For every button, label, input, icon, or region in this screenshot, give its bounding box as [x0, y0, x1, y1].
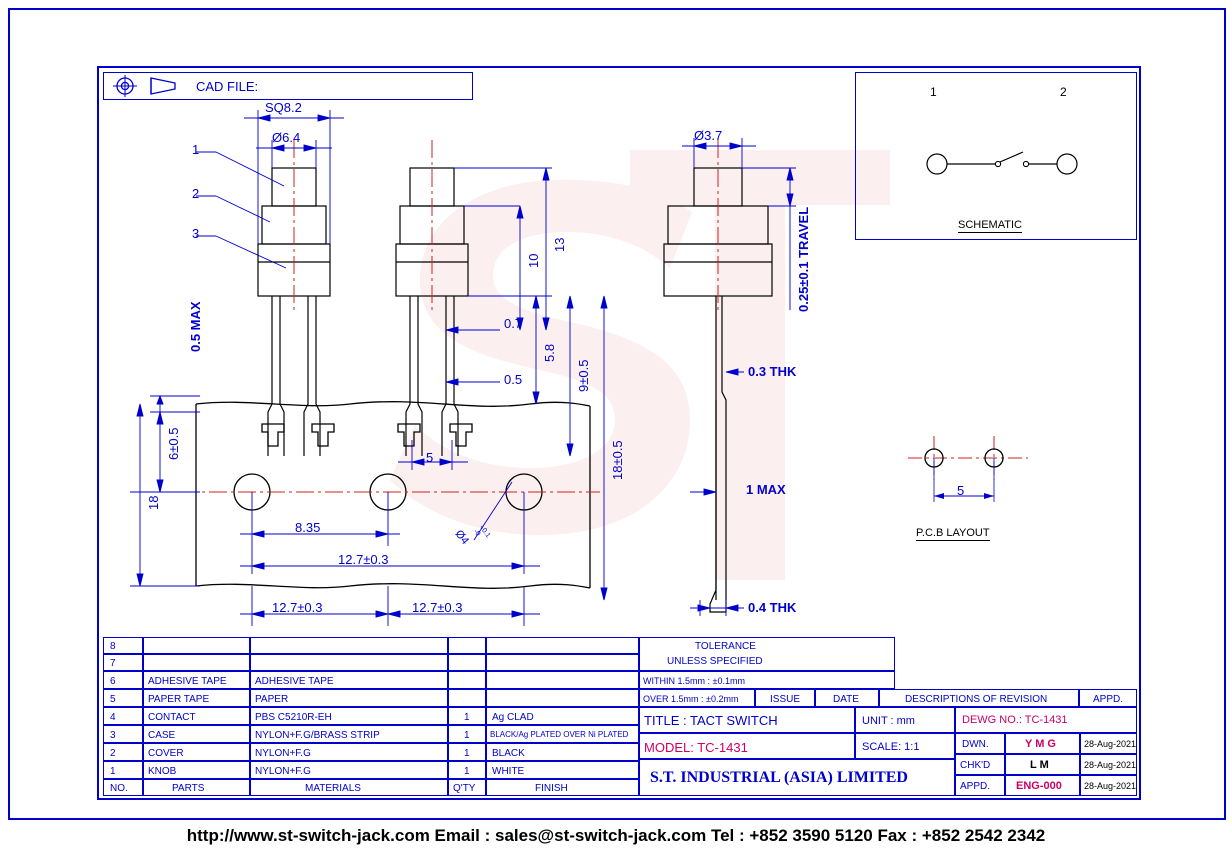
dim-6: 6±0.5	[166, 427, 181, 460]
drawing-title: TITLE : TACT SWITCH	[644, 713, 778, 728]
bom-header-no: NO.	[110, 783, 128, 794]
chkd-value: L M	[1030, 759, 1049, 771]
balloon-1: 1	[192, 142, 200, 157]
bom-row-2-no: 2	[110, 748, 116, 759]
bom-row-1-materials: NYLON+F.G	[255, 766, 311, 777]
bom-row-3-qty: 1	[464, 730, 470, 741]
appd-label: APPD.	[960, 781, 991, 792]
dim-travel: 0.25±0.1 TRAVEL	[796, 206, 811, 312]
bom-row-4-no: 4	[110, 712, 116, 723]
unit-value: UNIT : mm	[862, 715, 915, 727]
dim-0-5: 0.5	[504, 372, 523, 387]
revision-issue-header: ISSUE	[770, 694, 801, 705]
bom-row-6-no: 6	[110, 676, 116, 687]
dwn-date: 28-Aug-2021	[1084, 739, 1137, 749]
bom-row-5-materials: PAPER	[255, 694, 289, 705]
bom-row-3-no: 3	[110, 730, 116, 741]
bom-row-1-finish: WHITE	[492, 766, 525, 777]
chkd-label: CHK'D	[960, 760, 991, 771]
tolerance-subtitle: UNLESS SPECIFIED	[667, 656, 763, 667]
dim-0-7: 0.7	[504, 316, 523, 331]
company-name: S.T. INDUSTRIAL (ASIA) LIMITED	[650, 769, 908, 786]
revision-date-header: DATE	[833, 694, 859, 705]
dim-9: 9±0.5	[576, 359, 591, 392]
bom-row-3-finish: BLACK/Ag PLATED OVER Ni PLATED	[490, 730, 629, 739]
chkd-date: 28-Aug-2021	[1084, 760, 1137, 770]
dim-12-7-right: 12.7±0.3	[412, 600, 463, 615]
bom-row-5-parts: PAPER TAPE	[148, 694, 210, 705]
bom-row-1-qty: 1	[464, 766, 470, 777]
bom-header-finish: FINISH	[535, 783, 568, 794]
bom-row-4-parts: CONTACT	[148, 712, 196, 723]
balloon-3: 3	[192, 226, 200, 241]
dim-side-dia: Ø3.7	[694, 128, 723, 143]
scale-value: SCALE: 1:1	[862, 741, 920, 753]
bom-row-1-no: 1	[110, 766, 116, 777]
dim-5-8: 5.8	[542, 343, 557, 362]
dim-10: 10	[526, 253, 541, 268]
bom-row-4-qty: 1	[464, 712, 470, 723]
bom-row-6-materials: ADHESIVE TAPE	[255, 676, 334, 687]
dim-knob-dia: Ø6.4	[272, 130, 301, 145]
dim-12-7-mid: 12.7±0.3	[338, 552, 389, 567]
pcb-pitch-dim: 5	[957, 483, 965, 498]
bom-row-2-qty: 1	[464, 748, 470, 759]
tolerance-title: TOLERANCE	[695, 641, 756, 652]
tolerance-within: WITHIN 1.5mm : ±0.1mm	[643, 676, 745, 686]
appd-value: ENG-000	[1016, 780, 1062, 792]
bom-row-4-materials: PBS C5210R-EH	[255, 712, 332, 723]
footer-contact: http://www.st-switch-jack.com Email : sales@st-switch-jack.com Tel : +852 3590 5120 Fax : +852 2542 2342	[186, 826, 1046, 845]
dwn-label: DWN.	[962, 739, 989, 750]
dim-hole-dia: Ø4	[452, 528, 472, 547]
bom-row-3-parts: CASE	[148, 730, 176, 741]
schematic-label: SCHEMATIC	[958, 219, 1022, 231]
model-number: MODEL: TC-1431	[644, 740, 748, 755]
dim-0-3-thk: 0.3 THK	[748, 364, 797, 379]
dewg-no: DEWG NO.: TC-1431	[962, 714, 1068, 726]
bom-row-6-parts: ADHESIVE TAPE	[148, 676, 227, 687]
schematic-pin1-label: 1	[930, 85, 937, 99]
bom-row-7-no: 7	[110, 658, 116, 669]
dim-hole-tolerance: +0.1 -0	[471, 524, 492, 540]
bom-header-materials: MATERIALS	[305, 783, 361, 794]
bom-row-4-finish: Ag CLAD	[492, 712, 534, 723]
bom-row-2-materials: NYLON+F.G	[255, 748, 311, 759]
bom-row-8-no: 8	[110, 641, 116, 652]
pcb-layout-label: P.C.B LAYOUT	[916, 527, 990, 539]
bom-row-2-finish: BLACK	[492, 748, 525, 759]
schematic-pin2-label: 2	[1060, 85, 1067, 99]
revision-appd-header: APPD.	[1093, 694, 1124, 705]
balloon-2: 2	[192, 186, 200, 201]
dim-13: 13	[552, 237, 567, 252]
bom-header-qty: Q'TY	[453, 783, 476, 794]
dim-0-5-max: 0.5 MAX	[188, 301, 203, 352]
bom-row-5-no: 5	[110, 694, 116, 705]
bom-header-parts: PARTS	[172, 783, 205, 794]
tolerance-over: OVER 1.5mm : ±0.2mm	[643, 694, 739, 704]
dwn-value: Y M G	[1025, 738, 1056, 750]
bom-row-1-parts: KNOB	[148, 766, 177, 777]
dim-12-7-left: 12.7±0.3	[272, 600, 323, 615]
dim-pitch-5: 5	[426, 450, 434, 465]
bom-row-3-materials: NYLON+F.G/BRASS STRIP	[255, 730, 380, 741]
dim-0-4-thk: 0.4 THK	[748, 600, 797, 615]
dim-18-tol: 18±0.5	[610, 440, 625, 480]
dim-1-max: 1 MAX	[746, 482, 786, 497]
dim-sq82: SQ8.2	[265, 100, 302, 115]
dim-18: 18	[146, 495, 161, 510]
bom-row-2-parts: COVER	[148, 748, 184, 759]
appd-date: 28-Aug-2021	[1084, 781, 1137, 791]
dim-8-35: 8.35	[295, 520, 321, 535]
cad-file-label: CAD FILE:	[196, 79, 259, 94]
revision-desc-header: DESCRIPTIONS OF REVISION	[905, 694, 1048, 705]
